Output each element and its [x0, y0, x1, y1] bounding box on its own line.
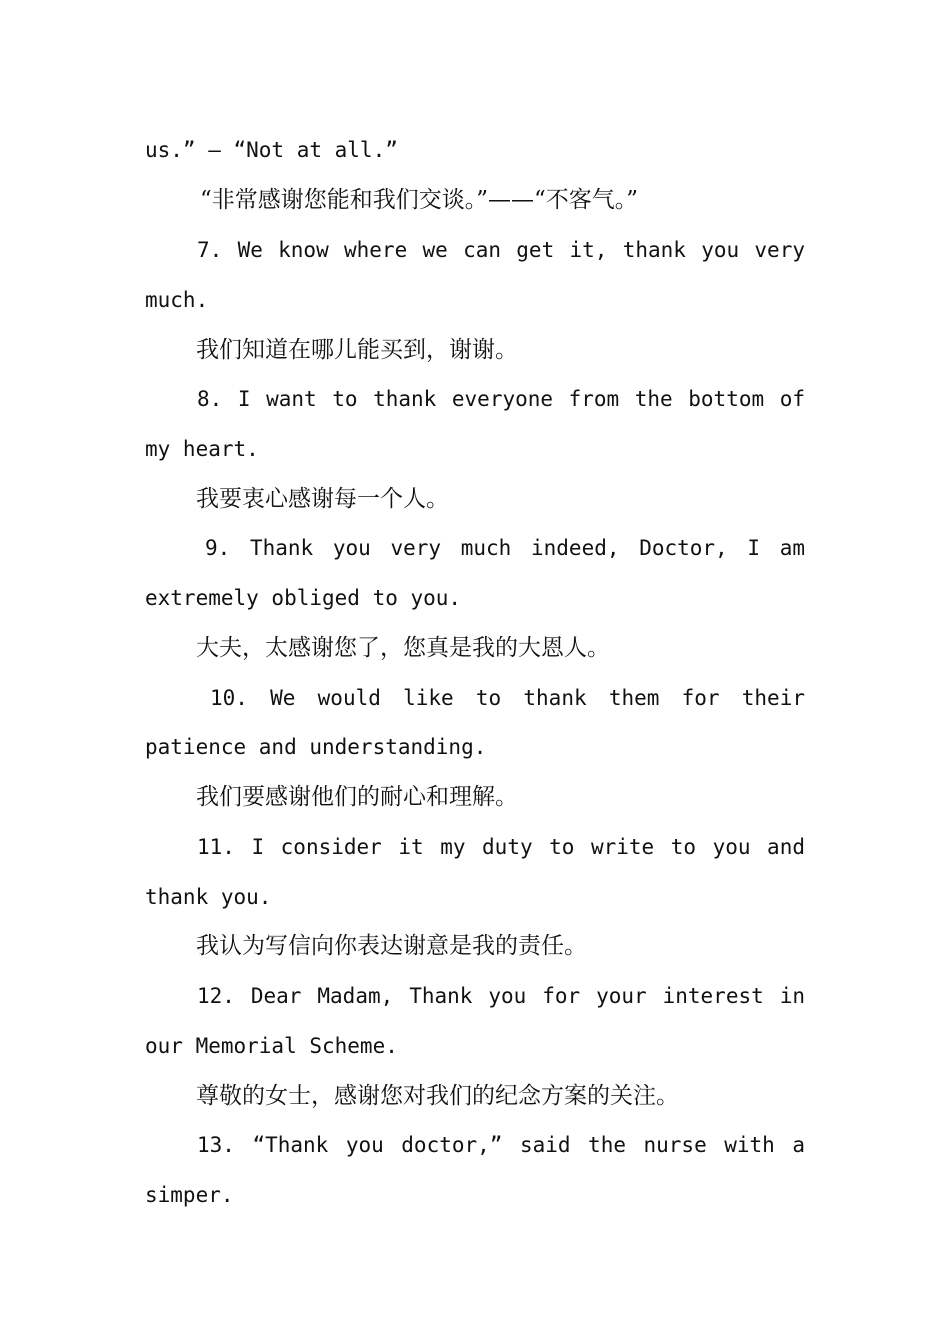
- text-line: 7. We know where we can get it, thank you very: [197, 238, 805, 262]
- text-line: 大夫，太感谢您了，您真是我的大恩人。: [196, 635, 610, 661]
- text-line: us.” — “Not at all.”: [145, 138, 398, 162]
- text-line: 9. Thank you very much indeed, Doctor, I am: [205, 536, 805, 560]
- text-line: 10. We would like to thank them for their: [210, 686, 805, 710]
- text-line: patience and understanding.: [145, 735, 487, 759]
- text-line: my heart.: [145, 437, 259, 461]
- text-line: simper.: [145, 1183, 234, 1207]
- text-line: much.: [145, 288, 209, 312]
- text-line: 8. I want to thank everyone from the bottom of: [197, 387, 805, 411]
- text-line: thank you.: [145, 885, 272, 909]
- text-line: “非常感谢您能和我们交谈。”——“不客气。”: [200, 187, 639, 213]
- text-line: our Memorial Scheme.: [145, 1034, 398, 1058]
- text-line: 11. I consider it my duty to write to you and: [197, 835, 805, 859]
- text-line: 尊敬的女士，感谢您对我们的纪念方案的关注。: [196, 1083, 679, 1109]
- text-line: 13. “Thank you doctor,” said the nurse with a: [197, 1133, 805, 1157]
- text-line: 我们要感谢他们的耐心和理解。: [196, 784, 518, 810]
- text-line: 我们知道在哪儿能买到，谢谢。: [196, 337, 518, 363]
- text-line: 我要衷心感谢每一个人。: [196, 486, 449, 512]
- text-line: extremely obliged to you.: [145, 586, 462, 610]
- text-line: 12. Dear Madam, Thank you for your interest in: [197, 984, 805, 1008]
- text-line: 我认为写信向你表达谢意是我的责任。: [196, 933, 587, 959]
